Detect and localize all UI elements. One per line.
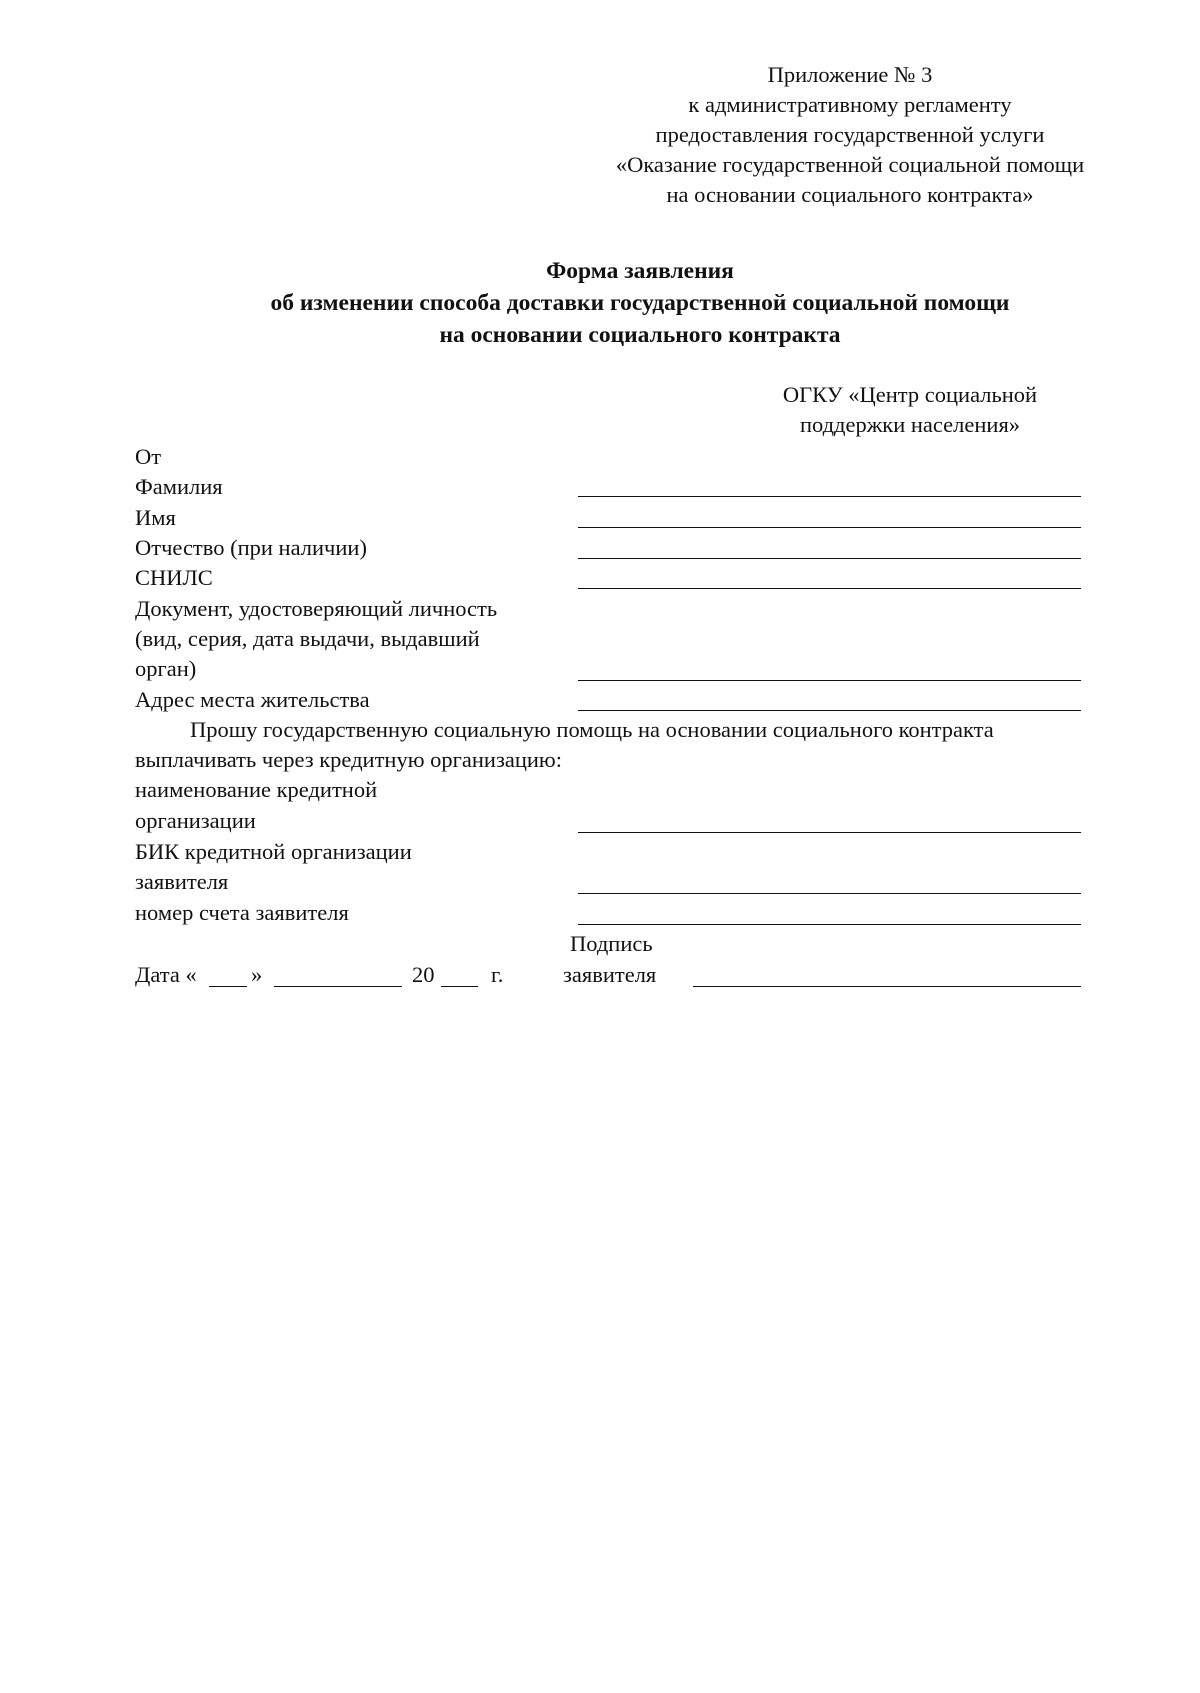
signature-label: Подпись xyxy=(570,931,653,956)
id-document-label: Документ, удостоверяющий личность xyxy=(135,596,498,621)
name-field[interactable] xyxy=(578,527,1081,528)
from-label: От xyxy=(135,444,162,469)
addressee xyxy=(740,380,1080,440)
snils-field[interactable] xyxy=(578,588,1081,589)
address-label: Адрес места жительства xyxy=(135,687,370,712)
bik-field[interactable] xyxy=(578,893,1081,894)
date-label: Дата « xyxy=(135,962,197,987)
patronymic-field[interactable] xyxy=(578,558,1081,559)
annex-line: на основании социального контракта» xyxy=(666,182,1034,207)
annex-line: «Оказание государственной социальной помощи xyxy=(615,152,1085,177)
id-document-field[interactable] xyxy=(578,680,1081,681)
surname-label: Фамилия xyxy=(135,474,223,499)
signature-field[interactable] xyxy=(693,986,1081,987)
annex-header xyxy=(560,60,1140,210)
annex-line: к административному регламенту xyxy=(688,92,1012,117)
annex-line: предоставления государственной услуги xyxy=(655,122,1045,147)
bank-name-label: организации xyxy=(135,808,256,833)
bik-label: БИК кредитной организации xyxy=(135,839,412,864)
account-label: номер счета заявителя xyxy=(135,900,349,925)
request-text: выплачивать через кредитную организацию: xyxy=(135,747,562,772)
addressee-line: поддержки населения» xyxy=(799,412,1021,437)
patronymic-label: Отчество (при наличии) xyxy=(135,535,367,560)
snils-label: СНИЛС xyxy=(135,565,213,590)
date-year-suffix: г. xyxy=(491,962,504,987)
date-quote-close: » xyxy=(251,962,263,987)
date-month-field[interactable] xyxy=(274,986,402,987)
request-text: Прошу государственную социальную помощь на основании социального контракта xyxy=(190,717,994,742)
address-field[interactable] xyxy=(578,710,1081,711)
addressee-line: ОГКУ «Центр социальной xyxy=(782,382,1038,407)
id-document-label: (вид, серия, дата выдачи, выдавший xyxy=(135,626,480,651)
document-title xyxy=(120,255,1160,351)
annex-line: Приложение № 3 xyxy=(767,62,933,87)
date-year-field[interactable] xyxy=(441,986,478,987)
title-line: об изменении способа доставки государственной социальной помощи xyxy=(270,290,1010,316)
title-line: Форма заявления xyxy=(546,258,734,284)
title-line: на основании социального контракта xyxy=(439,322,841,348)
surname-field[interactable] xyxy=(578,496,1081,497)
bank-name-label: наименование кредитной xyxy=(135,777,378,802)
bik-label: заявителя xyxy=(135,869,229,894)
signature-label: заявителя xyxy=(563,962,657,987)
id-document-label: орган) xyxy=(135,656,197,681)
date-year-prefix: 20 xyxy=(412,962,435,987)
account-field[interactable] xyxy=(578,924,1081,925)
name-label: Имя xyxy=(135,505,176,530)
bank-name-field[interactable] xyxy=(578,832,1081,833)
date-day-field[interactable] xyxy=(209,986,247,987)
